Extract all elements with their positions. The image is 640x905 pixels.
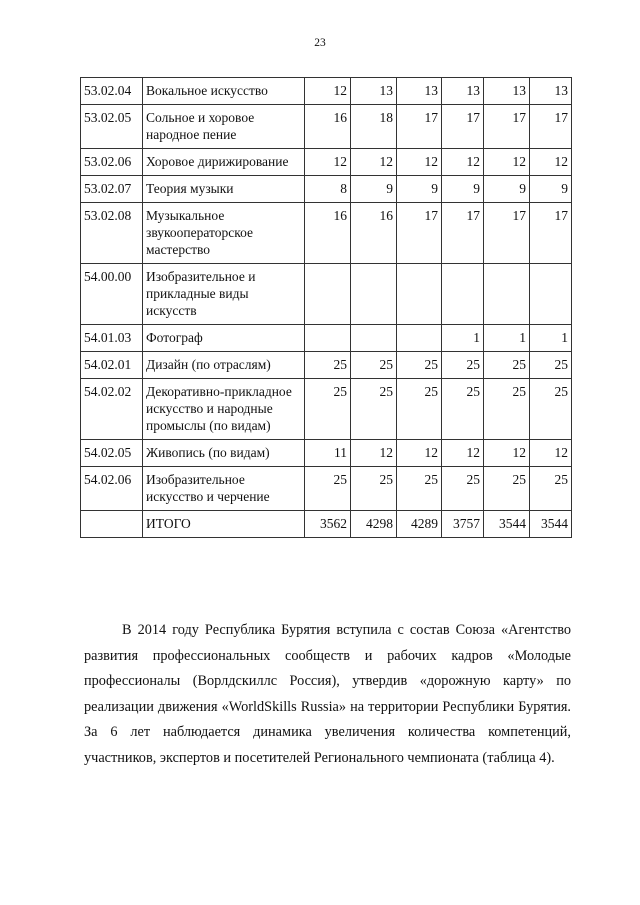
value-cell: 12 xyxy=(351,440,397,467)
value-cell: 9 xyxy=(442,176,484,203)
value-cell: 13 xyxy=(442,78,484,105)
value-cell: 16 xyxy=(305,105,351,149)
value-cell: 17 xyxy=(397,105,442,149)
value-cell: 25 xyxy=(397,467,442,511)
value-cell: 17 xyxy=(397,203,442,264)
value-cell xyxy=(442,264,484,325)
value-cell: 12 xyxy=(484,440,530,467)
value-cell: 9 xyxy=(351,176,397,203)
value-cell: 25 xyxy=(397,379,442,440)
value-cell: 1 xyxy=(442,325,484,352)
value-cell: 25 xyxy=(351,467,397,511)
specialty-code-cell: 53.02.06 xyxy=(81,149,143,176)
specialty-code-cell xyxy=(81,511,143,538)
value-cell: 1 xyxy=(530,325,572,352)
value-cell: 25 xyxy=(397,352,442,379)
value-cell: 25 xyxy=(530,352,572,379)
table-row xyxy=(81,105,572,149)
value-cell: 3757 xyxy=(442,511,484,538)
value-cell: 25 xyxy=(442,379,484,440)
table-row xyxy=(81,149,572,176)
value-cell: 13 xyxy=(484,78,530,105)
value-cell: 3544 xyxy=(530,511,572,538)
value-cell: 25 xyxy=(484,352,530,379)
value-cell: 25 xyxy=(305,467,351,511)
value-cell: 3562 xyxy=(305,511,351,538)
value-cell: 4289 xyxy=(397,511,442,538)
value-cell: 17 xyxy=(530,105,572,149)
value-cell: 12 xyxy=(442,440,484,467)
value-cell: 25 xyxy=(530,379,572,440)
specialty-name-cell: Изобразительное искусство и черчение xyxy=(143,467,305,511)
value-cell: 25 xyxy=(305,379,351,440)
value-cell: 17 xyxy=(442,203,484,264)
value-cell: 25 xyxy=(442,352,484,379)
table-row xyxy=(81,264,572,325)
specialty-name-cell: Музыкальное звукооператорское мастерство xyxy=(143,203,305,264)
table-row xyxy=(81,511,572,538)
value-cell xyxy=(305,264,351,325)
specialty-name-cell: Изобразительное и прикладные виды искусств xyxy=(143,264,305,325)
value-cell xyxy=(397,325,442,352)
value-cell: 9 xyxy=(397,176,442,203)
value-cell: 12 xyxy=(484,149,530,176)
specialties-table xyxy=(80,77,572,538)
value-cell: 12 xyxy=(351,149,397,176)
value-cell: 25 xyxy=(484,467,530,511)
specialty-code-cell: 54.01.03 xyxy=(81,325,143,352)
value-cell: 12 xyxy=(442,149,484,176)
specialty-name-cell: ИТОГО xyxy=(143,511,305,538)
value-cell: 25 xyxy=(530,467,572,511)
value-cell: 25 xyxy=(351,379,397,440)
specialty-code-cell: 54.00.00 xyxy=(81,264,143,325)
table-row xyxy=(81,440,572,467)
value-cell xyxy=(305,325,351,352)
value-cell xyxy=(397,264,442,325)
body-paragraph: В 2014 году Республика Бурятия вступила с состав Союза «Агентство развития профессиональных сообществ и рабочих кадров «Молодые профессионалы (Ворлдскиллс Россия), утвердив «дорожную карту» по реализации движения «WorldSkills Russia» на территории Республики Бурятия. За 6 лет наблюдается динамика увеличения количества компетенций, участников, экспертов и посетителей Регионального чемпионата (таблица 4). xyxy=(84,622,571,766)
specialty-code-cell: 53.02.05 xyxy=(81,105,143,149)
specialty-name-cell: Декоративно-прикладное искусство и народные промыслы (по видам) xyxy=(143,379,305,440)
value-cell: 25 xyxy=(484,379,530,440)
value-cell: 17 xyxy=(442,105,484,149)
table-row xyxy=(81,203,572,264)
value-cell: 18 xyxy=(351,105,397,149)
value-cell: 9 xyxy=(484,176,530,203)
table-row xyxy=(81,78,572,105)
page-number: 23 xyxy=(314,37,326,49)
specialty-name-cell: Вокальное искусство xyxy=(143,78,305,105)
value-cell: 16 xyxy=(305,203,351,264)
specialty-code-cell: 53.02.07 xyxy=(81,176,143,203)
value-cell: 25 xyxy=(351,352,397,379)
value-cell: 4298 xyxy=(351,511,397,538)
value-cell: 13 xyxy=(530,78,572,105)
value-cell: 12 xyxy=(305,78,351,105)
table-row xyxy=(81,467,572,511)
value-cell xyxy=(484,264,530,325)
value-cell: 12 xyxy=(397,440,442,467)
specialty-code-cell: 53.02.08 xyxy=(81,203,143,264)
value-cell: 11 xyxy=(305,440,351,467)
value-cell: 17 xyxy=(484,203,530,264)
value-cell: 13 xyxy=(397,78,442,105)
value-cell: 12 xyxy=(530,440,572,467)
specialty-name-cell: Хоровое дирижирование xyxy=(143,149,305,176)
specialty-code-cell: 54.02.01 xyxy=(81,352,143,379)
table-row xyxy=(81,352,572,379)
specialty-name-cell: Фотограф xyxy=(143,325,305,352)
table-row xyxy=(81,325,572,352)
value-cell: 1 xyxy=(484,325,530,352)
value-cell: 8 xyxy=(305,176,351,203)
value-cell xyxy=(530,264,572,325)
specialty-code-cell: 53.02.04 xyxy=(81,78,143,105)
value-cell: 12 xyxy=(305,149,351,176)
specialty-name-cell: Теория музыки xyxy=(143,176,305,203)
value-cell: 12 xyxy=(530,149,572,176)
value-cell: 13 xyxy=(351,78,397,105)
value-cell xyxy=(351,325,397,352)
specialty-name-cell: Дизайн (по отраслям) xyxy=(143,352,305,379)
value-cell: 12 xyxy=(397,149,442,176)
value-cell: 25 xyxy=(305,352,351,379)
value-cell: 17 xyxy=(530,203,572,264)
value-cell: 3544 xyxy=(484,511,530,538)
specialty-code-cell: 54.02.02 xyxy=(81,379,143,440)
value-cell: 17 xyxy=(484,105,530,149)
table-row xyxy=(81,379,572,440)
specialty-name-cell: Сольное и хоровое народное пение xyxy=(143,105,305,149)
value-cell xyxy=(351,264,397,325)
specialty-name-cell: Живопись (по видам) xyxy=(143,440,305,467)
value-cell: 25 xyxy=(442,467,484,511)
specialty-code-cell: 54.02.05 xyxy=(81,440,143,467)
specialty-code-cell: 54.02.06 xyxy=(81,467,143,511)
table-row xyxy=(81,176,572,203)
value-cell: 16 xyxy=(351,203,397,264)
value-cell: 9 xyxy=(530,176,572,203)
